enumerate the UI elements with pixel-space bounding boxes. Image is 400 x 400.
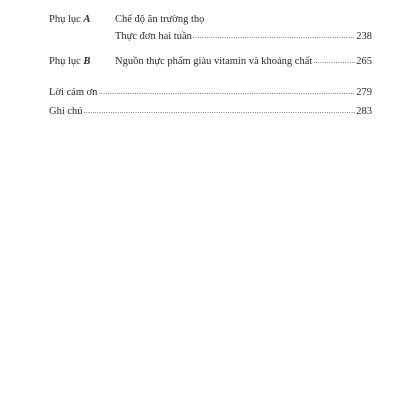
leader-dots — [193, 30, 355, 43]
appendix-b-page: 265 — [356, 56, 372, 67]
appendix-a-entry — [115, 30, 372, 44]
appendix-a-title: Chế độ ăn trường thọ — [115, 14, 205, 25]
appendix-b-letter: B — [83, 56, 91, 67]
appendix-a-page: 238 — [356, 31, 372, 42]
appendix-b-prefix: Phụ lục — [49, 56, 81, 67]
acknowledgements-page: 279 — [356, 87, 372, 98]
appendix-b-title: Nguồn thực phẩm giàu vitamin và khoáng chất — [115, 56, 313, 67]
appendix-a-letter: A — [83, 14, 91, 25]
leader-dots — [84, 105, 356, 118]
notes-entry — [49, 105, 372, 119]
appendix-b-label — [49, 55, 90, 68]
leader-dots — [313, 55, 355, 68]
notes-title: Ghi chú — [49, 106, 83, 117]
appendix-a-subtitle: Thực đơn hai tuần — [115, 31, 192, 42]
appendix-a-label — [49, 13, 90, 26]
acknowledgements-entry — [49, 86, 372, 100]
leader-dots — [98, 86, 355, 99]
notes-page: 283 — [356, 106, 372, 117]
appendix-b-entry — [115, 55, 372, 69]
acknowledgements-title: Lời cảm ơn — [49, 87, 98, 98]
appendix-a-prefix: Phụ lục — [49, 14, 81, 25]
